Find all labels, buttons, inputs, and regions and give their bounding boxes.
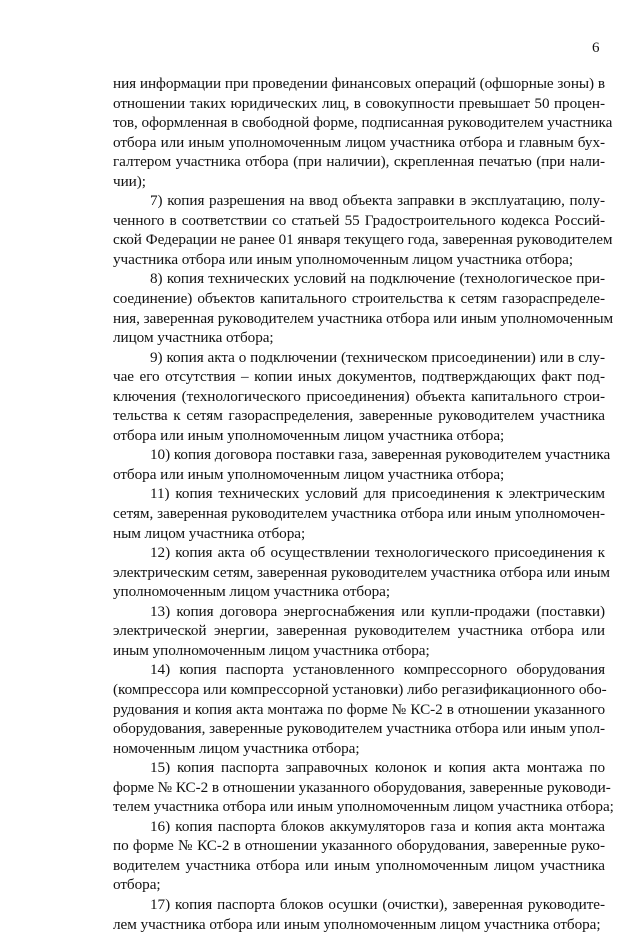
text-line: ской Федерации не ранее 01 января текущего года, заверенная руководителем bbox=[113, 231, 613, 249]
text-line: электрическим сетям, заверенная руководителем участника отбора или иным bbox=[113, 563, 610, 581]
text-line: участника отбора или иным уполномоченным лицом участника отбора; bbox=[113, 250, 574, 268]
text-line: телем участника отбора или иным уполномоченным лицом участника отбора; bbox=[113, 798, 614, 816]
text-line: 7) копия разрешения на ввод объекта заправки в эксплуатацию, полу- bbox=[150, 192, 605, 210]
text-line: лем участника отбора или иным уполномоченным лицом участника отбора; bbox=[113, 915, 601, 933]
text-line: 12) копия акта об осуществлении технологического присоединения к bbox=[150, 544, 605, 562]
text-line: ния информации при проведении финансовых операций (офшорные зоны) в bbox=[113, 75, 605, 92]
text-line: водителем участника отбора или иным уполномоченным лицом участника bbox=[113, 856, 605, 874]
text-line: чии); bbox=[113, 172, 146, 190]
text-line: ключения (технологического присоединения) объекта капитального строи- bbox=[113, 387, 605, 405]
text-line: 9) копия акта о подключении (техническом присоединении) или в слу- bbox=[150, 348, 605, 366]
text-line: лицом участника отбора; bbox=[113, 329, 274, 347]
text-line: ния, заверенная руководителем участника отбора или иным уполномоченным bbox=[113, 309, 614, 327]
text-line: ченного в соответствии со статьей 55 Градостроительного кодекса Россий- bbox=[113, 211, 605, 229]
text-line: тельства к сетям газораспределения, заверенные руководителем участника bbox=[113, 407, 605, 425]
document-body bbox=[113, 74, 614, 934]
text-line: чае его отсутствия – копии иных документов, подтверждающих факт под- bbox=[113, 368, 605, 386]
text-line: 14) копия паспорта установленного компрессорного оборудования bbox=[150, 661, 605, 679]
text-line: тов, оформленная в свободной форме, подписанная руководителем участника bbox=[113, 114, 613, 132]
page-number: 6 bbox=[592, 40, 600, 56]
text-line: отбора или иным уполномоченным лицом участника отбора; bbox=[113, 426, 505, 444]
text-line: сетям, заверенная руководителем участника отбора или иным уполномочен- bbox=[113, 505, 605, 523]
text-line: ным лицом участника отбора; bbox=[113, 524, 306, 542]
text-line: отбора; bbox=[113, 876, 161, 894]
text-line: по форме № КС-2 в отношении указанного оборудования, заверенные руко- bbox=[113, 837, 605, 855]
text-line: галтером участника отбора (при наличии), скрепленная печатью (при нали- bbox=[113, 153, 605, 171]
text-line: 13) копия договора энергоснабжения или купли-продажи (поставки) bbox=[150, 602, 605, 620]
text-line: 8) копия технических условий на подключение (технологическое при- bbox=[150, 270, 605, 288]
text-line: электрической энергии, заверенная руководителем участника отбора или bbox=[113, 622, 605, 640]
text-line: 17) копия паспорта блоков осушки (очистки), заверенная руководите- bbox=[150, 895, 605, 913]
text-line: отношении таких юридических лиц, в совокупности превышает 50 процен- bbox=[113, 94, 605, 112]
text-line: номоченным лицом участника отбора; bbox=[113, 739, 360, 757]
text-line: отбора или иным уполномоченным лицом участника отбора; bbox=[113, 465, 505, 483]
text-line: оборудования, заверенные руководителем участника отбора или иным упол- bbox=[113, 720, 605, 738]
text-line: форме № КС-2 в отношении указанного оборудования, заверенные руководи- bbox=[113, 778, 611, 796]
text-line: 11) копия технических условий для присоединения к электрическим bbox=[150, 485, 605, 503]
text-line: уполномоченным лицом участника отбора; bbox=[113, 583, 391, 601]
text-line: рудования и копия акта монтажа по форме № КС-2 в отношении указанного bbox=[113, 700, 605, 718]
text-line: 10) копия договора поставки газа, заверенная руководителем участника bbox=[150, 446, 611, 464]
text-line: отбора или иным уполномоченным лицом участника отбора и главным бух- bbox=[113, 133, 605, 151]
text-line: 15) копия паспорта заправочных колонок и копия акта монтажа по bbox=[150, 759, 605, 777]
text-line: иным уполномоченным лицом участника отбора; bbox=[113, 641, 430, 659]
text-line: (компрессора или компрессорной установки) либо регазификационного обо- bbox=[113, 680, 607, 698]
text-line: 16) копия паспорта блоков аккумуляторов газа и копия акта монтажа bbox=[150, 817, 605, 835]
text-line: соединение) объектов капитального строительства к сетям газораспределе- bbox=[113, 290, 605, 308]
